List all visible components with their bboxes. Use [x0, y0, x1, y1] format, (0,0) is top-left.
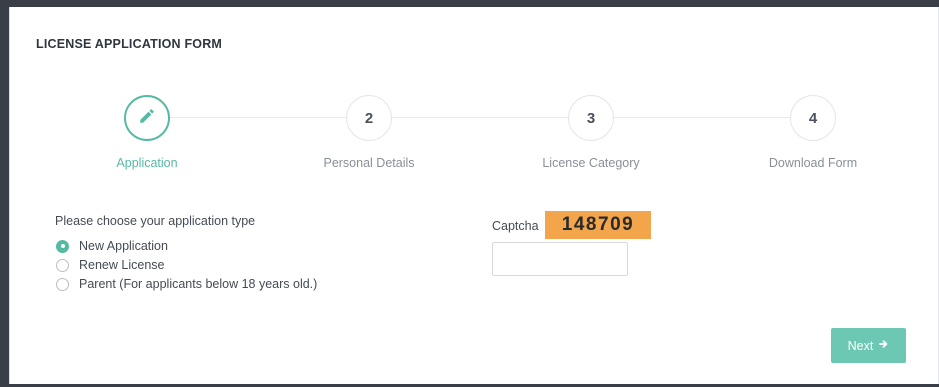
step-label: Personal Details [323, 156, 415, 170]
progress-stepper [10, 95, 939, 175]
radio-button[interactable] [56, 278, 69, 291]
captcha-label: Captcha [492, 219, 539, 233]
step-label: License Category [542, 156, 640, 170]
window-left-border [0, 0, 9, 387]
radio-label: Renew License [79, 258, 165, 272]
step-circle [124, 95, 170, 141]
step-personal-details[interactable] [289, 95, 449, 170]
step-license-category[interactable] [511, 95, 671, 170]
step-number: 2 [346, 95, 392, 141]
next-button[interactable] [831, 328, 906, 363]
step-download-form[interactable] [733, 95, 893, 170]
radio-new-application[interactable] [56, 239, 168, 253]
radio-renew-license[interactable] [56, 258, 164, 272]
radio-button[interactable] [56, 259, 69, 272]
radio-parent[interactable] [56, 277, 317, 291]
radio-button[interactable] [56, 240, 69, 253]
step-number: 4 [790, 95, 836, 141]
pencil-icon [138, 107, 156, 129]
form-title: LICENSE APPLICATION FORM [36, 37, 223, 51]
application-type-prompt: Please choose your application type [55, 214, 256, 228]
step-label: Download Form [768, 156, 858, 170]
captcha-image: 148709 [545, 211, 651, 239]
radio-label: Parent (For applicants below 18 years old.) [79, 277, 318, 291]
window-top-border [0, 0, 939, 7]
arrow-right-icon [879, 339, 889, 352]
next-label: Next [847, 338, 874, 353]
step-number: 3 [568, 95, 614, 141]
radio-label: New Application [79, 239, 168, 253]
step-label: Application [116, 156, 178, 170]
step-application[interactable] [67, 95, 227, 170]
form-card [9, 7, 939, 384]
captcha-input[interactable] [492, 242, 628, 276]
